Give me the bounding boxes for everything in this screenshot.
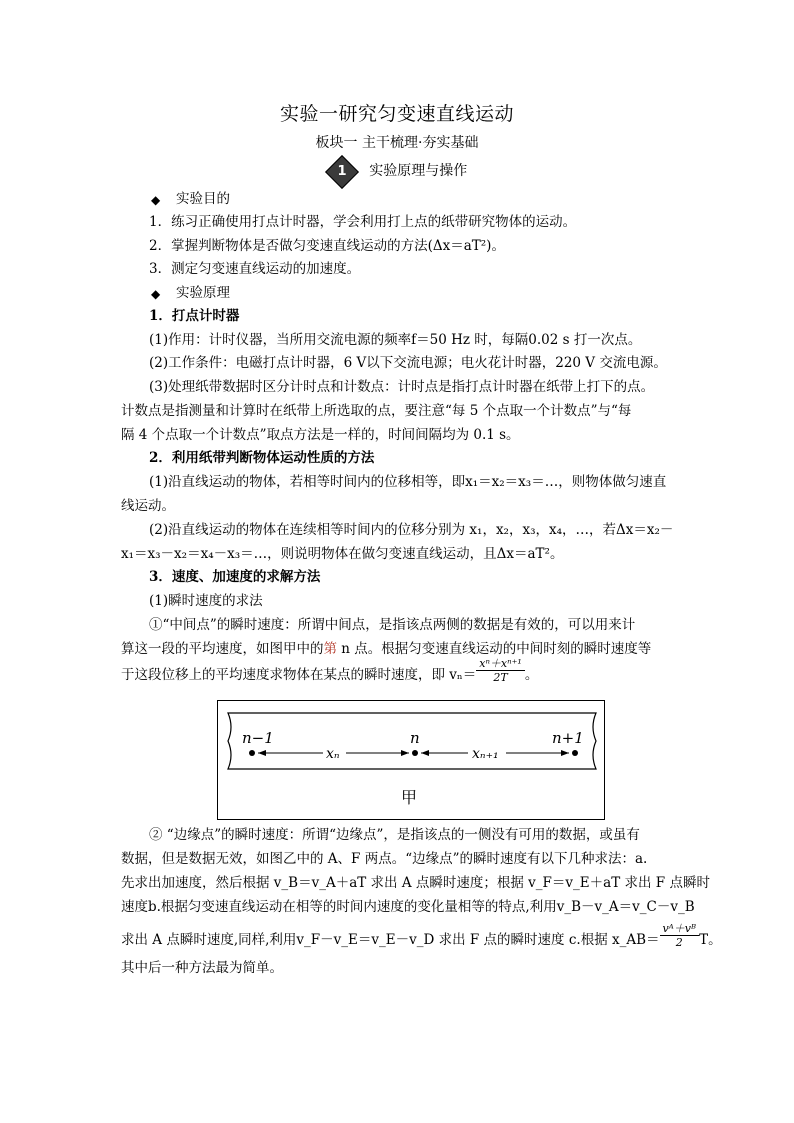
arrow-head-left-icon — [421, 750, 429, 756]
paragraph-line: 先求出加速度，然后根据 v_B＝v_A＋aT 求出 A 点瞬时速度；根据 v_F＝v_E＋aT 求出 F 点瞬时 — [121, 875, 710, 891]
label-n: n — [410, 729, 420, 747]
paragraph-line: 计数点是指测量和计算时在纸带上所选取的点，要注意“每 5 个点取一个计数点”与“每 — [121, 403, 632, 419]
diamond-bullet-icon: ◆ — [151, 287, 161, 301]
arrow-head-right-icon — [401, 750, 409, 756]
paragraph-line: (1)沿直线运动的物体，若相等时间内的位移相等，即x₁＝x₂＝x₃＝…，则物体做匀速直 — [149, 474, 667, 490]
paragraph-line: (2)沿直线运动的物体在连续相等时间内的位移分别为 x₁，x₂，x₃，x₄，…，若Δx＝x₂－ — [149, 522, 674, 538]
arrow-head-right-icon — [561, 750, 569, 756]
purpose-item: 2．掌握判断物体是否做匀变速直线运动的方法(Δx＝aT²)。 — [149, 238, 505, 254]
velocity-fraction: $\frac{\text{vᴬ＋vᴮ}}{2}$ — [660, 923, 700, 948]
number-badge-icon: 1 — [327, 157, 355, 185]
label-xn-plus-1: xₙ₊₁ — [472, 746, 499, 762]
principle-heading: 实验原理 — [176, 285, 230, 301]
velocity-fraction: $\frac{\text{xⁿ＋xⁿ⁺¹}}{2T}$ — [476, 658, 525, 683]
label-n-minus-1: n−1 — [242, 729, 274, 747]
arrow-head-left-icon — [258, 750, 266, 756]
page-title: 实验一研究匀变速直线运动 — [279, 103, 514, 125]
tape-diagram-svg — [218, 701, 604, 819]
paragraph-line: 其中后一种方法最为简单。 — [121, 960, 283, 976]
paragraph-line: 数据，但是数据无效，如图乙中的 A、F 两点。“边缘点”的瞬时速度有以下几种求法：a. — [121, 851, 648, 867]
paragraph-line: (2)工作条件：电磁打点计时器，6 V以下交流电源；电火花计时器，220 V 交流电源。 — [149, 355, 667, 371]
paragraph-line: ①“中间点”的瞬时速度：所谓中间点，是指该点两侧的数据是有效的，可以用来计 — [149, 617, 636, 633]
diamond-bullet-icon: ◆ — [151, 193, 161, 207]
paragraph-line: 线运动。 — [121, 498, 175, 514]
paragraph-line: 求出 A 点瞬时速度,同样,利用v_F－v_E＝v_E－v_D 求出 F 点的瞬时速度 c.根据 x_AB＝ $\frac{\text{vᴬ＋vᴮ}}{2}$ T。 — [121, 922, 722, 949]
paragraph-line: 于这段位移上的平均速度求物体在某点的瞬时速度，即 vₙ＝ $\frac{\text{xⁿ＋xⁿ⁺¹}}{2T}$ 。 — [121, 657, 539, 684]
label-n-plus-1: n+1 — [552, 729, 584, 747]
section-heading — [0, 157, 794, 185]
timer-heading: 1．打点计时器 — [149, 308, 240, 324]
paragraph-line: 隔 4 个点取一个计数点”取点方法是一样的，时间间隔均为 0.1 s。 — [121, 427, 520, 443]
paragraph-line: 速度b.根据匀变速直线运动在相等的时间内速度的变化量相等的特点,利用v_B－v_A＝v_C－v_B — [121, 899, 695, 915]
label-xn: xₙ — [326, 746, 340, 762]
paragraph-line: 算这一段的平均速度，如图甲中的第 n 点。根据匀变速直线运动的中间时刻的瞬时速度等 — [121, 641, 652, 657]
solve-subheading: (1)瞬时速度的求法 — [149, 593, 263, 609]
purpose-heading: 实验目的 — [176, 191, 230, 207]
paragraph-line: ② “边缘点”的瞬时速度：所谓“边缘点”，是指该点的一侧没有可用的数据，或虽有 — [149, 827, 640, 843]
paragraph-line: x₁＝x₃－x₂＝x₄－x₃＝…，则说明物体在做匀变速直线运动，且Δx＝aT²。 — [121, 546, 564, 562]
tape-diagram — [217, 700, 605, 820]
module-subtitle: 板块一 主干梳理·夯实基础 — [315, 135, 479, 151]
paragraph-line: (3)处理纸带数据时区分计时点和计数点：计时点是指打点计时器在纸带上打下的点。 — [149, 379, 655, 395]
purpose-item: 3．测定匀变速直线运动的加速度。 — [149, 261, 361, 277]
diagram-caption: 甲 — [401, 788, 418, 807]
purpose-item: 1．练习正确使用打点计时器，学会利用打上点的纸带研究物体的运动。 — [149, 214, 577, 230]
point-n-plus-1 — [572, 750, 578, 756]
point-n — [412, 750, 418, 756]
point-n-minus-1 — [249, 750, 255, 756]
paragraph-line: (1)作用：计时仪器，当所用交流电源的频率f＝50 Hz 时，每隔0.02 s 打一次点。 — [149, 332, 642, 348]
section-label: 实验原理与操作 — [369, 163, 468, 179]
judge-heading: 2．利用纸带判断物体运动性质的方法 — [149, 450, 375, 466]
solve-heading: 3．速度、加速度的求解方法 — [149, 569, 321, 585]
